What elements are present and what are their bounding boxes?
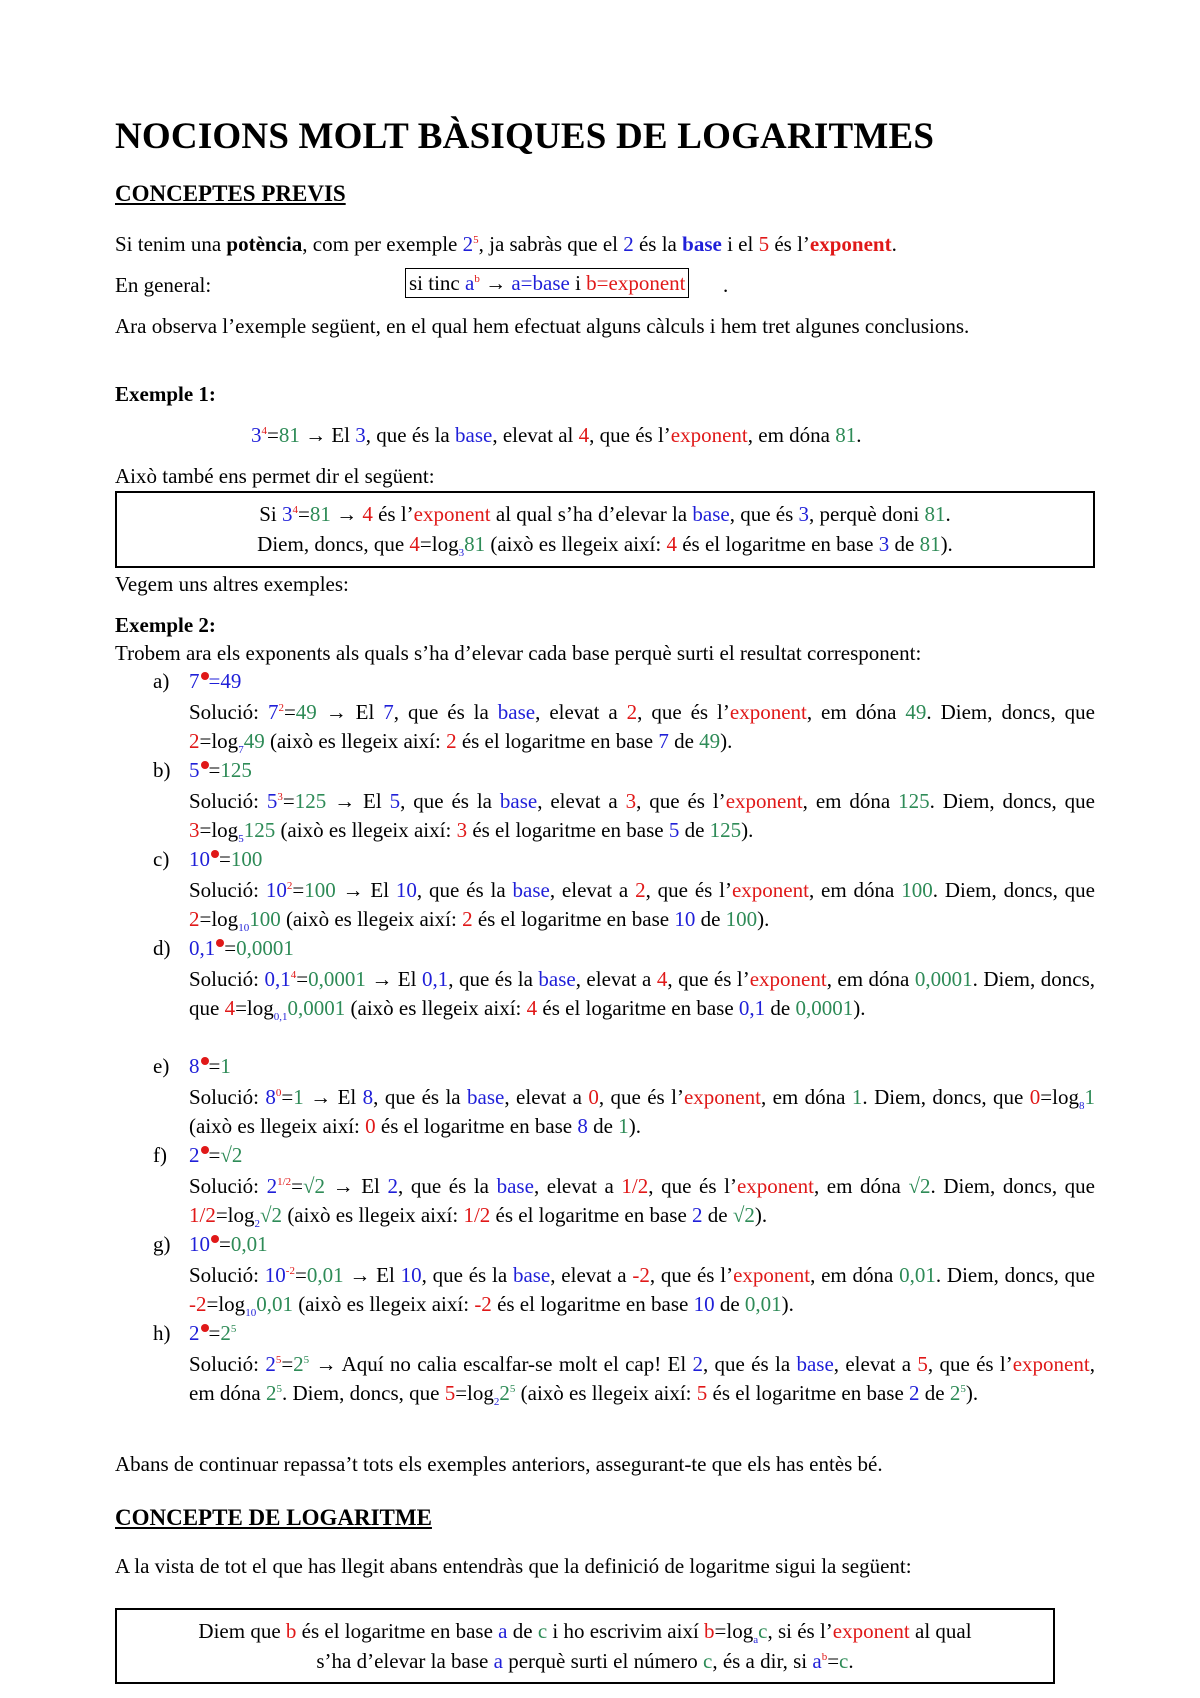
example-2-intro: Trobem ara els exponents als quals s’ha d’elevar cada base perquè surti el resultat corresponent:: [115, 641, 922, 665]
logarithm-definition-box: Diem que b és el logaritme en base a de c i ho escrivim així $b=\log_ac$, si és l’exponent al qual s’ha d’elevar la base a perquè surti el número c, és a dir, si $a^b=c$.: [115, 1608, 1055, 1684]
item-label: a): [153, 669, 170, 693]
example-1-heading: Exemple 1:: [115, 382, 216, 406]
page-title: NOCIONS MOLT BÀSIQUES DE LOGARITMES: [115, 116, 935, 157]
example-2-before: Vegem uns altres exemples:: [115, 572, 349, 596]
example-2-heading: Exemple 2:: [115, 613, 216, 637]
general-label: En general:: [115, 273, 212, 297]
intro-paragraph: Si tenim una potència, com per exemple $2^5$, ja sabràs que el 2 és la base i el 5 és l’exponent.: [115, 232, 897, 256]
section-heading-concepte-de-logaritme: CONCEPTE DE LOGARITME: [115, 1505, 432, 1530]
section-heading-conceptes-previs: CONCEPTES PREVIS: [115, 181, 346, 206]
example-1-equation: $3^4=81 \to El$ 3, que és la base, elevat al 4, que és l’exponent, em dóna 81.: [251, 423, 862, 447]
example-2-after: Abans de continuar repassa’t tots els exemples anteriors, assegurant-te que els has entès bé.: [115, 1452, 883, 1476]
intro-paragraph-2: Ara observa l’exemple següent, en el qual hem efectuat alguns càlculs i hem tret algunes conclusions.: [115, 314, 970, 338]
general-rule-box: si tinc $a^b$ → a=base i b=exponent: [405, 268, 689, 298]
example-1-box: Si $3^4=81 \to 4$ és l’exponent al qual s’ha d’elevar la base, que és 3, perquè doni 81. Diem, doncs, que $4=\log_381$ (això es llegeix així: 4 és el logaritme en base 3 de 81).: [115, 491, 1095, 568]
concept-intro: A la vista de tot el que has llegit abans entendràs que la definició de logaritme sigui la següent:: [115, 1554, 912, 1578]
example-1-after: Això també ens permet dir el següent:: [115, 464, 435, 488]
